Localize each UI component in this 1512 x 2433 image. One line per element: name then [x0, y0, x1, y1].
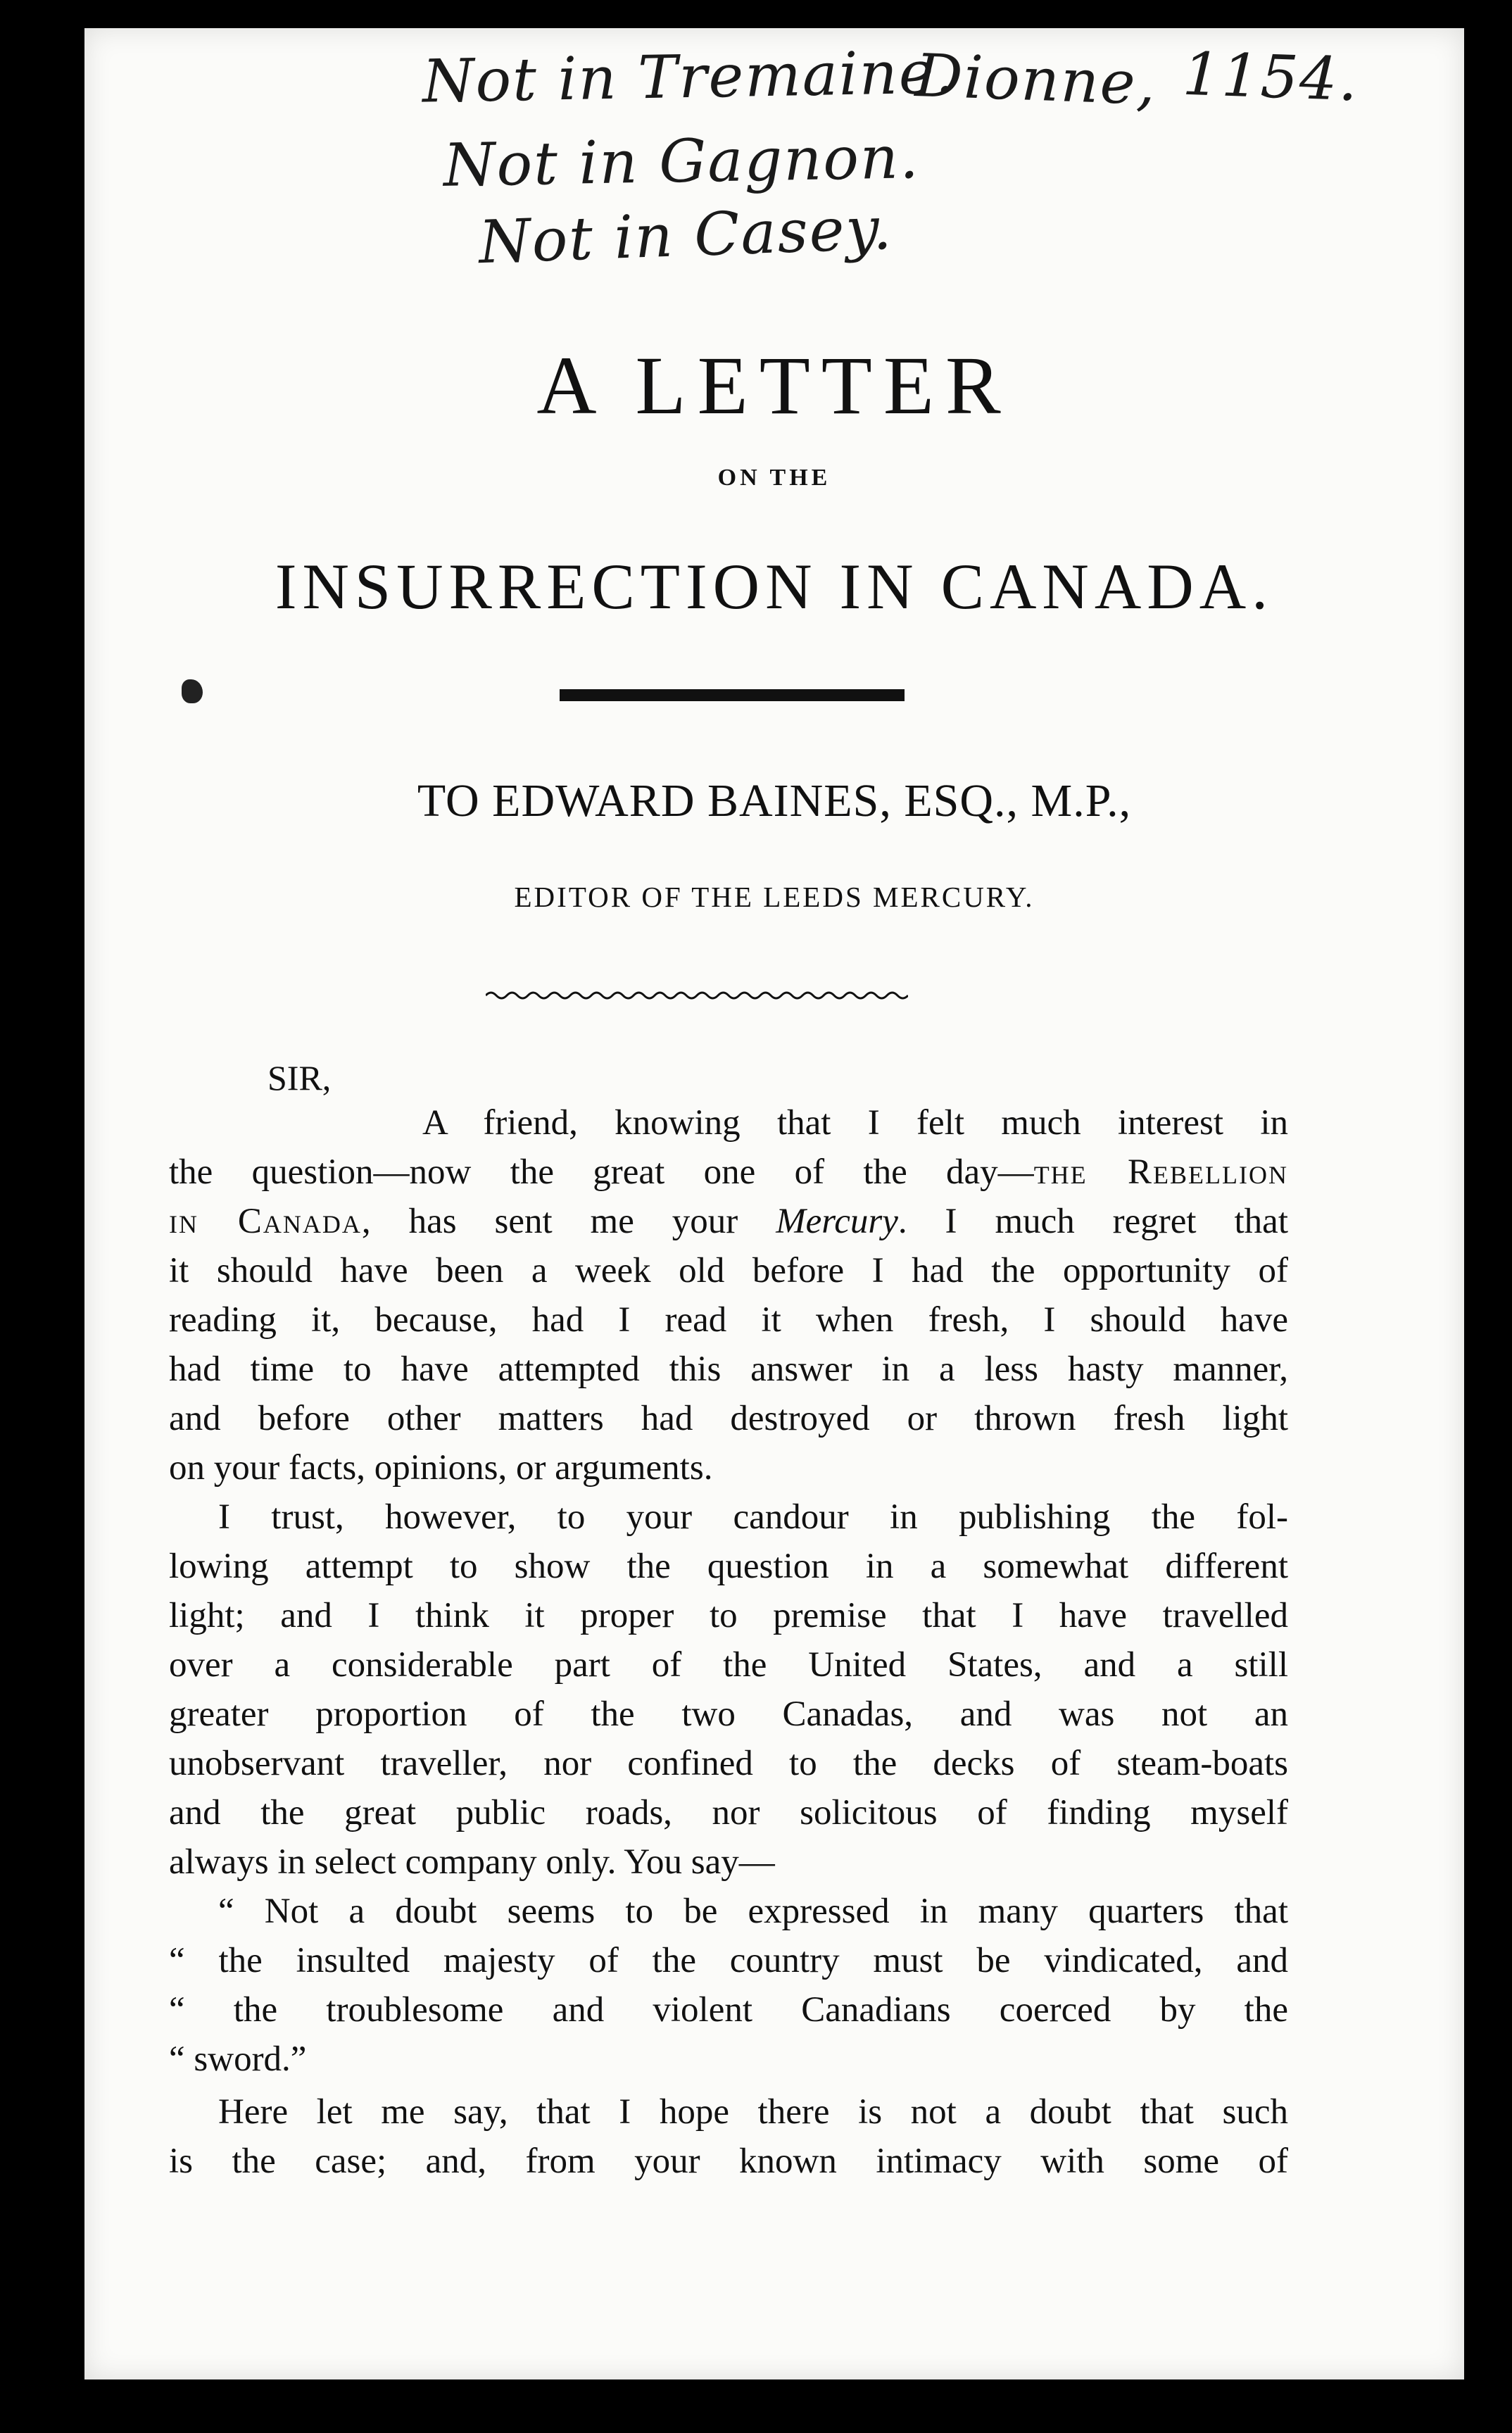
- body-line: over a considerable part of the United States, and a still: [169, 1645, 1288, 1685]
- addressee-line: TO EDWARD BAINES, ESQ., M.P.,: [417, 775, 1132, 826]
- quote-line: “ the troublesome and violent Canadians coerced by the: [169, 1990, 1288, 2030]
- body-line: the question—now the great one of the day—the Rebellion: [169, 1152, 1288, 1192]
- handwritten-note-number: 1154.: [1181, 39, 1361, 115]
- body-line: greater proportion of the two Canadas, and was not an: [169, 1695, 1288, 1734]
- body-line: is the case; and, from your known intimacy with some of: [169, 2142, 1288, 2181]
- body-line: had time to have attempted this answer in a less hasty manner,: [169, 1350, 1288, 1389]
- body-line: reading it, because, had I read it when fresh, I should have: [169, 1300, 1288, 1340]
- body-line: I trust, however, to your candour in publishing the fol-: [218, 1497, 1288, 1537]
- title-subject: INSURRECTION IN CANADA.: [275, 551, 1274, 622]
- quote-line: “ the insulted majesty of the country must be vindicated, and: [169, 1941, 1288, 1980]
- title-on-the: ON THE: [717, 465, 831, 491]
- title-main: A LETTER: [536, 339, 1012, 432]
- title-rule: [560, 689, 905, 701]
- document-page: [84, 28, 1464, 2379]
- body-line: light; and I think it proper to premise that I have travelled: [169, 1596, 1288, 1635]
- body-line: unobservant traveller, nor confined to the decks of steam-boats: [169, 1744, 1288, 1783]
- salutation: SIR,: [267, 1058, 332, 1098]
- wavy-divider: [486, 987, 908, 1004]
- editor-line: EDITOR OF THE LEEDS MERCURY.: [514, 881, 1035, 913]
- handwritten-note-tremaine: Not in Tremaine.: [422, 37, 957, 116]
- body-line: always in select company only. You say—: [169, 1842, 775, 1882]
- body-line: and before other matters had destroyed or thrown fresh light: [169, 1399, 1288, 1438]
- body-line: and the great public roads, nor solicitous of finding myself: [169, 1793, 1288, 1832]
- rebellion-text: the Rebellion: [1033, 1152, 1288, 1192]
- ink-blot: [182, 679, 203, 703]
- handwritten-note-casey: Not in Casey.: [477, 193, 894, 277]
- body-line: lowing attempt to show the question in a somewhat different: [169, 1547, 1288, 1586]
- body-line: in Canada, has sent me your Mercury. I much regret that: [169, 1202, 1288, 1241]
- handwritten-note-gagnon: Not in Gagnon.: [443, 122, 921, 200]
- body-line: A friend, knowing that I felt much interest in: [422, 1103, 1288, 1143]
- canada-text: in Canada: [169, 1202, 362, 1241]
- body-line: on your facts, opinions, or arguments.: [169, 1448, 713, 1488]
- body-line: Here let me say, that I hope there is not a doubt that such: [218, 2092, 1288, 2132]
- body-line: it should have been a week old before I had the opportunity of: [169, 1251, 1288, 1290]
- mercury-text: Mercury: [776, 1202, 898, 1241]
- quote-line: “ sword.”: [169, 2039, 307, 2079]
- handwritten-note-dionne: Dionne,: [914, 41, 1159, 118]
- quote-line: “ Not a doubt seems to be expressed in many quarters that: [218, 1892, 1288, 1931]
